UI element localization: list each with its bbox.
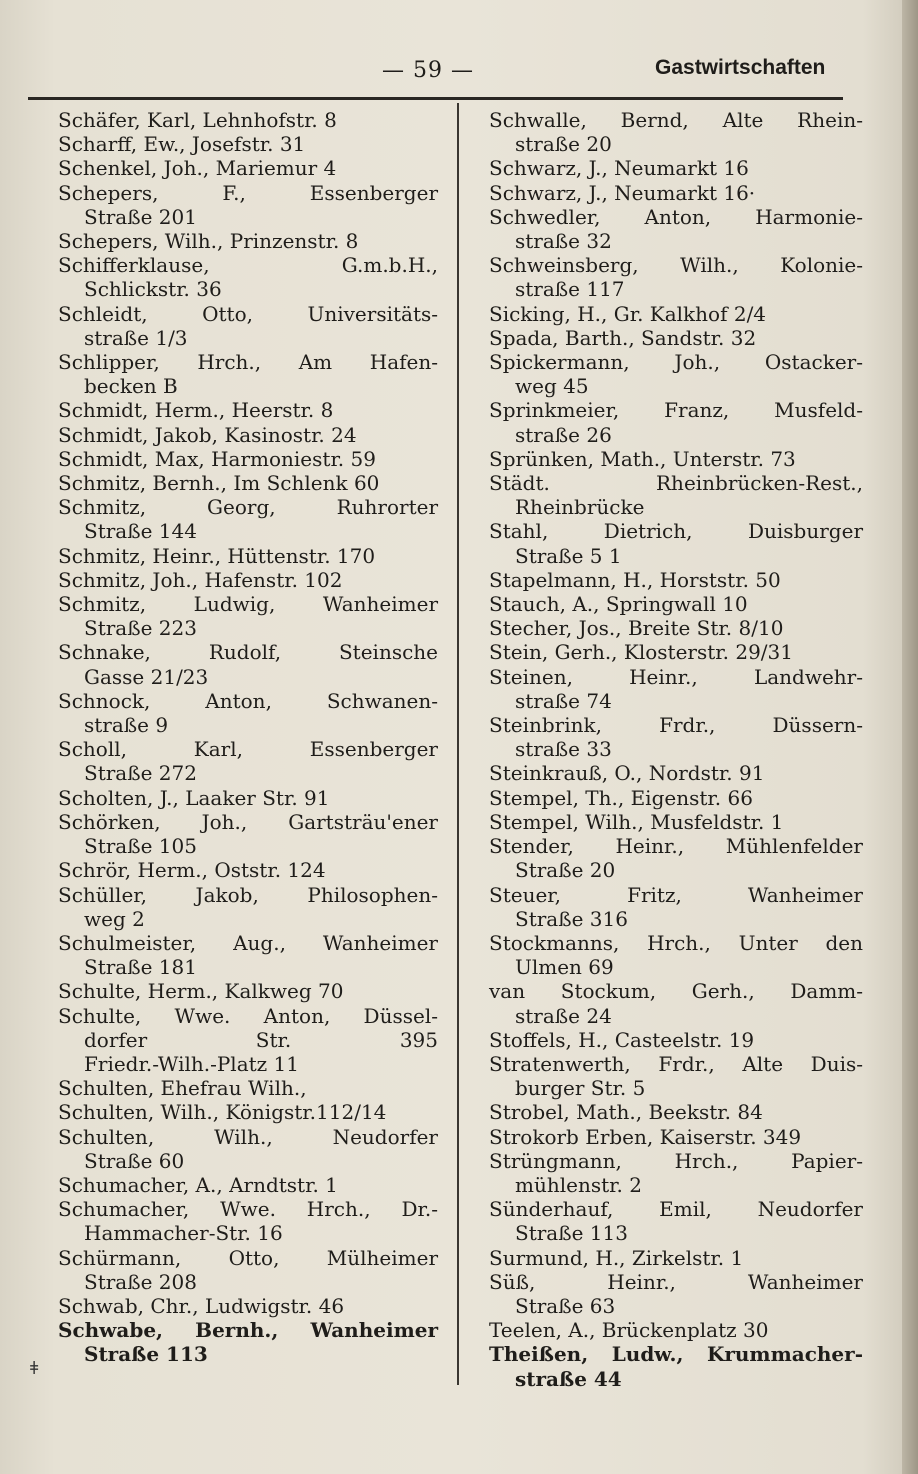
directory-entry <box>489 108 863 156</box>
directory-entry <box>489 302 863 326</box>
directory-entry <box>58 350 438 398</box>
directory-entry <box>489 519 863 567</box>
directory-entry <box>489 1246 863 1270</box>
entry-name-line: Teelen, A., Brückenplatz 30 <box>489 1318 769 1343</box>
entry-name-line: Sprünken, Math., Unterstr. 73 <box>489 446 796 471</box>
entry-name-line: Schmitz, Ludwig, Wanheimer <box>58 592 438 617</box>
directory-entry <box>58 1197 438 1245</box>
entry-address-line: straße 32 <box>515 229 612 254</box>
column-divider <box>457 103 459 1385</box>
directory-entry <box>489 181 863 205</box>
right-column <box>489 108 863 1391</box>
directory-entry <box>489 1318 863 1342</box>
directory-entry <box>489 447 863 471</box>
entry-name-line: Schulten, Wilh., Königstr.112/14 <box>58 1100 387 1125</box>
directory-entry <box>58 1125 438 1173</box>
entry-name-line: Steinen, Heinr., Landwehr- <box>489 664 863 689</box>
entry-name-line: Süß, Heinr., Wanheimer <box>489 1269 863 1294</box>
entry-address-line: weg 45 <box>515 374 589 399</box>
directory-entry <box>58 737 438 785</box>
entry-name-line: Schmitz, Heinr., Hüttenstr. 170 <box>58 543 376 568</box>
directory-entry <box>58 302 438 350</box>
entry-name-line: Schüller, Jakob, Philosophen- <box>58 882 438 907</box>
entry-name-line: Schörken, Joh., Gartsträu'ener <box>58 809 438 834</box>
entry-address-line: Straße 20 <box>515 858 616 883</box>
entry-address-line: Straße 272 <box>84 761 197 786</box>
directory-entry <box>58 156 438 180</box>
directory-entry <box>489 616 863 640</box>
entry-name-line: Schmitz, Georg, Ruhrorter <box>58 495 438 520</box>
directory-entry <box>489 350 863 398</box>
entry-address-line: dorfer Str. 395 <box>84 1027 438 1052</box>
entry-name-line: Spickermann, Joh., Ostacker- <box>489 350 863 375</box>
directory-entry <box>489 1270 863 1318</box>
directory-entry <box>489 253 863 301</box>
entry-address-line: straße 74 <box>515 688 612 713</box>
entry-name-line: Stender, Heinr., Mühlenfelder <box>489 834 863 859</box>
directory-entry <box>58 810 438 858</box>
entry-name-line: Schwarz, J., Neumarkt 16· <box>489 180 756 205</box>
directory-entry <box>489 665 863 713</box>
left-column <box>58 108 438 1367</box>
directory-entry <box>58 592 438 640</box>
entry-name-line: Stein, Gerh., Klosterstr. 29/31 <box>489 640 793 665</box>
directory-entry <box>58 931 438 979</box>
directory-entry <box>58 181 438 229</box>
entry-address-line: straße 9 <box>84 713 169 738</box>
directory-entry <box>58 1294 438 1318</box>
entry-address-line: burger Str. 5 <box>515 1076 646 1101</box>
entry-name-line: Schenkel, Joh., Mariemur 4 <box>58 156 337 181</box>
directory-entry <box>58 471 438 495</box>
entry-address-line: Straße 316 <box>515 906 628 931</box>
directory-entry <box>489 1149 863 1197</box>
entry-name-line: Schwabe, Bernh., Wanheimer <box>58 1318 438 1343</box>
entry-name-line: Stahl, Dietrich, Duisburger <box>489 519 863 544</box>
entry-name-line: Stockmanns, Hrch., Unter den <box>489 930 863 955</box>
entry-address-line: Straße 144 <box>84 519 197 544</box>
directory-entry <box>58 544 438 568</box>
entry-name-line: Steinbrink, Frdr., Düssern- <box>489 713 863 738</box>
entry-address-line: Straße 5 1 <box>515 543 622 568</box>
entry-name-line: Schulten, Ehefrau Wilh., <box>58 1076 307 1101</box>
directory-entry <box>489 786 863 810</box>
entry-address-line: Straße 63 <box>515 1293 616 1318</box>
entry-name-line: Schlipper, Hrch., Am Hafen- <box>58 350 438 375</box>
entry-name-line: Stempel, Th., Eigenstr. 66 <box>489 785 753 810</box>
entry-name-line: Stoffels, H., Casteelstr. 19 <box>489 1027 755 1052</box>
entry-address-line: straße 44 <box>515 1366 622 1391</box>
entry-name-line: Steuer, Fritz, Wanheimer <box>489 882 863 907</box>
entry-name-line: Schweinsberg, Wilh., Kolonie- <box>489 253 863 278</box>
directory-entry <box>58 689 438 737</box>
entry-name-line: Scholten, J., Laaker Str. 91 <box>58 785 330 810</box>
entry-name-line: Schumacher, Wwe. Hrch., Dr.- <box>58 1197 438 1222</box>
directory-entry <box>58 786 438 810</box>
directory-entry <box>489 1052 863 1100</box>
entry-address-line: becken B <box>84 374 178 399</box>
directory-entry <box>58 1173 438 1197</box>
entry-name-line: Strobel, Math., Beekstr. 84 <box>489 1100 763 1125</box>
entry-name-line: Scharff, Ew., Josefstr. 31 <box>58 132 306 157</box>
entry-address-line: Straße 223 <box>84 616 197 641</box>
entry-name-line: Schmidt, Max, Harmoniestr. 59 <box>58 446 376 471</box>
entry-name-line: Sünderhauf, Emil, Neudorfer <box>489 1197 863 1222</box>
entry-address-line: straße 117 <box>515 277 625 302</box>
directory-entry <box>489 398 863 446</box>
entry-name-line: Spada, Barth., Sandstr. 32 <box>489 325 757 350</box>
entry-name-line: Schulte, Herm., Kalkweg 70 <box>58 979 344 1004</box>
directory-entry <box>489 1342 863 1390</box>
directory-entry <box>489 761 863 785</box>
directory-entry <box>489 1125 863 1149</box>
directory-entry <box>58 253 438 301</box>
entry-name-line: Scholl, Karl, Essenberger <box>58 737 438 762</box>
directory-entry <box>489 979 863 1027</box>
entry-name-line: Schmidt, Jakob, Kasinostr. 24 <box>58 422 357 447</box>
entry-address-line: straße 24 <box>515 1003 612 1028</box>
directory-entry <box>58 423 438 447</box>
entry-address-line: Ulmen 69 <box>515 955 614 980</box>
directory-entry <box>489 156 863 180</box>
directory-entry <box>489 205 863 253</box>
directory-entry <box>58 1318 438 1366</box>
directory-entry <box>489 592 863 616</box>
entry-name-line: Schmidt, Herm., Heerstr. 8 <box>58 398 334 423</box>
directory-entry <box>58 495 438 543</box>
directory-entry <box>58 568 438 592</box>
entry-address-line: Hammacher-Str. 16 <box>84 1221 283 1246</box>
directory-entry <box>58 398 438 422</box>
entry-name-line: Sicking, H., Gr. Kalkhof 2/4 <box>489 301 767 326</box>
entry-name-line: Schwalle, Bernd, Alte Rhein- <box>489 108 863 132</box>
directory-entry <box>58 132 438 156</box>
entry-name-line: Schumacher, A., Arndtstr. 1 <box>58 1172 338 1197</box>
entry-address-line: Straße 201 <box>84 204 197 229</box>
directory-entry <box>489 1197 863 1245</box>
entry-name-line: Schwab, Chr., Ludwigstr. 46 <box>58 1293 345 1318</box>
margin-mark: ǂ <box>30 1358 39 1379</box>
directory-entry <box>489 568 863 592</box>
directory-entry <box>489 713 863 761</box>
directory-entry <box>489 326 863 350</box>
entry-address-line: mühlenstr. 2 <box>515 1172 642 1197</box>
entry-name-line: Steinkrauß, O., Nordstr. 91 <box>489 761 765 786</box>
header-rule <box>28 97 843 100</box>
entry-address-line: weg 2 <box>84 906 145 931</box>
book-gutter <box>902 0 918 1474</box>
entry-address-line: straße 20 <box>515 132 612 157</box>
directory-entry <box>58 979 438 1003</box>
entry-name-line: Stecher, Jos., Breite Str. 8/10 <box>489 616 784 641</box>
entry-address-line: Straße 105 <box>84 834 197 859</box>
directory-entry <box>489 931 863 979</box>
directory-entry <box>58 1076 438 1100</box>
section-title: Gastwirtschaften <box>655 56 826 79</box>
directory-entry <box>489 810 863 834</box>
entry-name-line: Strokorb Erben, Kaiserstr. 349 <box>489 1124 802 1149</box>
entry-name-line: van Stockum, Gerh., Damm- <box>489 979 863 1004</box>
entry-name-line: Schwedler, Anton, Harmonie- <box>489 204 863 229</box>
entry-address-line: Straße 113 <box>515 1221 628 1246</box>
directory-entry <box>489 883 863 931</box>
directory-entry <box>489 834 863 882</box>
entry-name-line: Schulte, Wwe. Anton, Düssel- <box>58 1003 438 1028</box>
entry-name-line: Stapelmann, H., Horststr. 50 <box>489 567 781 592</box>
entry-name-line: Stauch, A., Springwall 10 <box>489 592 748 617</box>
entry-address-line: Straße 60 <box>84 1148 185 1173</box>
directory-entry <box>58 1246 438 1294</box>
entry-address-line: Straße 208 <box>84 1269 197 1294</box>
entry-name-line: Sprinkmeier, Franz, Musfeld- <box>489 398 863 423</box>
entry-name-line: Schmitz, Joh., Hafenstr. 102 <box>58 567 343 592</box>
entry-name-line: Schepers, Wilh., Prinzenstr. 8 <box>58 229 359 254</box>
directory-entry <box>58 640 438 688</box>
entry-address-line: straße 26 <box>515 422 612 447</box>
entry-name-line: Schäfer, Karl, Lehnhofstr. 8 <box>58 108 337 132</box>
entry-name-line: Schürmann, Otto, Mülheimer <box>58 1245 438 1270</box>
directory-entry <box>58 883 438 931</box>
entry-address-line: Straße 113 <box>84 1342 208 1367</box>
directory-entry <box>58 1004 438 1077</box>
entry-address-line: straße 33 <box>515 737 612 762</box>
entry-name-line: Schepers, F., Essenberger <box>58 180 438 205</box>
entry-name-line: Schrör, Herm., Oststr. 124 <box>58 858 326 883</box>
entry-name-line: Schnake, Rudolf, Steinsche <box>58 640 438 665</box>
entry-address-line: Straße 181 <box>84 955 197 980</box>
directory-entry <box>489 471 863 519</box>
directory-entry <box>58 858 438 882</box>
entry-name-line: Surmund, H., Zirkelstr. 1 <box>489 1245 744 1270</box>
directory-entry <box>58 1100 438 1124</box>
entry-address-line: straße 1/3 <box>84 325 188 350</box>
entry-address-line: Rheinbrücke <box>515 495 645 520</box>
entry-address-line: Schlickstr. 36 <box>84 277 222 302</box>
directory-entry <box>489 640 863 664</box>
entry-name-line: Stempel, Wilh., Musfeldstr. 1 <box>489 809 784 834</box>
page-number: — 59 — <box>382 58 474 83</box>
directory-entry <box>58 108 438 132</box>
entry-name-line: Schulmeister, Aug., Wanheimer <box>58 930 438 955</box>
entry-name-line: Schnock, Anton, Schwanen- <box>58 688 438 713</box>
entry-name-line: Schifferklause, G.m.b.H., <box>58 253 438 278</box>
directory-entry <box>489 1100 863 1124</box>
entry-name-line: Strüngmann, Hrch., Papier- <box>489 1148 863 1173</box>
entry-name-line: Stratenwerth, Frdr., Alte Duis- <box>489 1051 863 1076</box>
entry-name-line: Schwarz, J., Neumarkt 16 <box>489 156 749 181</box>
entry-name-line: Schulten, Wilh., Neudorfer <box>58 1124 438 1149</box>
entry-name-line: Schleidt, Otto, Universitäts- <box>58 301 438 326</box>
directory-entry <box>489 1028 863 1052</box>
directory-entry <box>58 447 438 471</box>
entry-name-line: Städt. Rheinbrücken-Rest., <box>489 471 863 496</box>
entry-address-line: Gasse 21/23 <box>84 664 209 689</box>
entry-name-line: Theißen, Ludw., Krummacher- <box>489 1342 863 1367</box>
entry-name-line: Schmitz, Bernh., Im Schlenk 60 <box>58 471 380 496</box>
entry-address-line: Friedr.-Wilh.-Platz 11 <box>84 1051 300 1076</box>
directory-entry <box>58 229 438 253</box>
